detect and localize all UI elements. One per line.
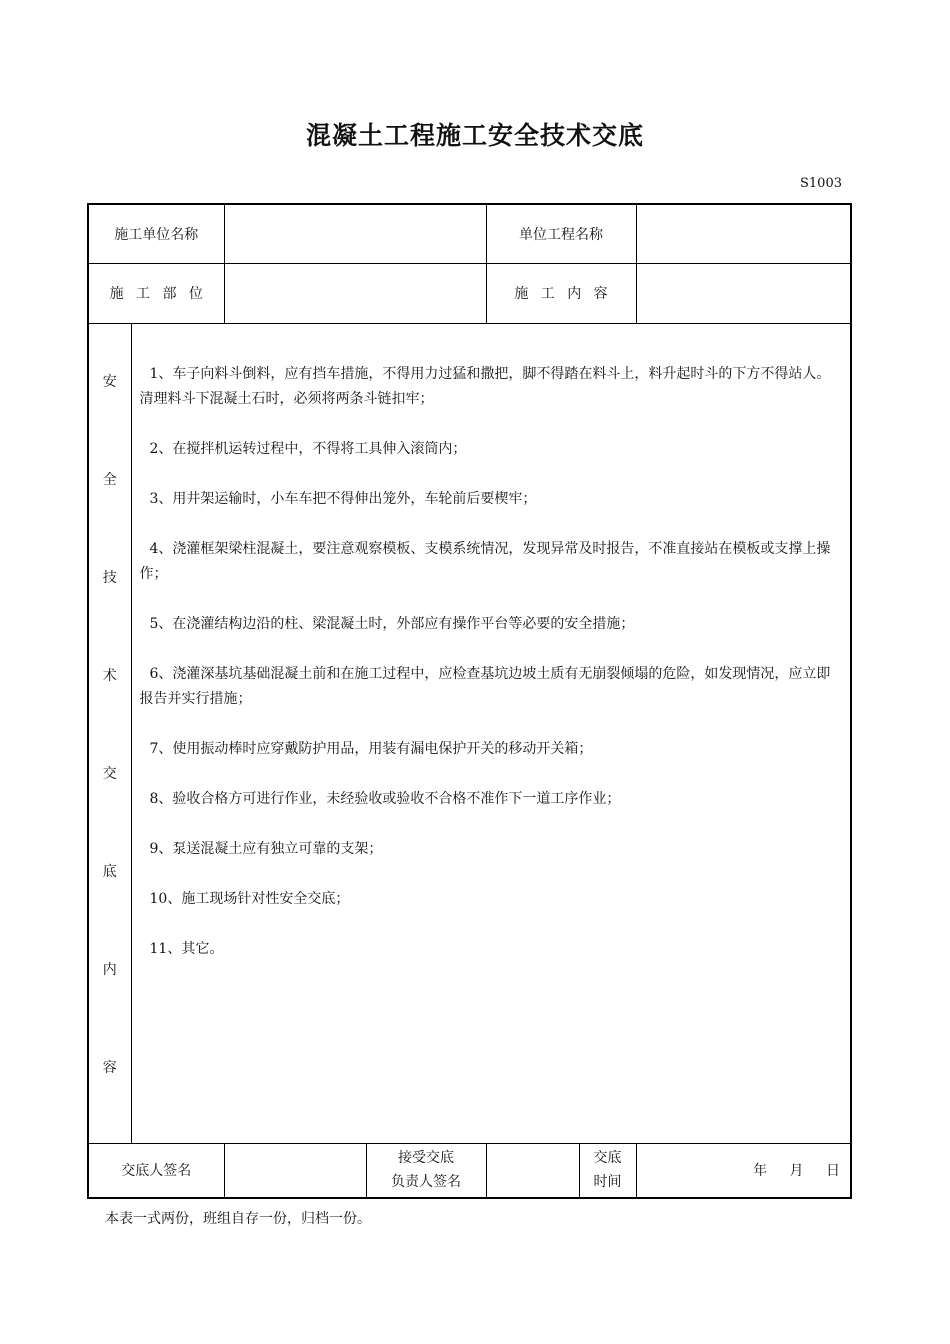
briefing-item: 9、泵送混凝土应有独立可靠的支架； (149, 840, 383, 857)
briefing-date-field[interactable]: 年 月 日 (636, 1143, 851, 1198)
unit-name-field[interactable] (224, 204, 486, 263)
briefing-item: 10、施工现场针对性安全交底； (149, 890, 350, 907)
briefing-item: 8、验收合格方可进行作业，未经验收或验收不合格不准作下一道工序作业； (149, 790, 621, 807)
side-label-char: 安 (102, 373, 117, 390)
briefing-item: 3、用井架运输时，小车车把不得伸出笼外，车轮前后要楔牢； (149, 490, 537, 507)
briefing-item: 4、浇灌框架梁柱混凝土，要注意观察模板、支模系统情况，发现异常及时报告，不准直接站在模板或支撑上操作； (139, 540, 831, 582)
receiver-label-line1: 接受交底 (398, 1150, 454, 1167)
briefing-item: 6、浇灌深基坑基础混凝土前和在施工过程中，应检查基坑边坡土质有无崩裂倾塌的危险，如发现情况，应立即报告并实行措施； (139, 665, 831, 707)
project-name-label: 单位工程名称 (486, 204, 636, 263)
briefing-item: 1、车子向料斗倒料，应有挡车措施，不得用力过猛和撒把，脚不得踏在料斗上，料升起时斗的下方不得站人。清理料斗下混凝土石时，必须将两条斗链扣牢； (139, 365, 831, 407)
side-label-char: 术 (102, 667, 117, 684)
construction-part-field[interactable] (224, 263, 486, 323)
construction-content-label: 施 工 内 容 (486, 263, 636, 323)
briefing-content (131, 323, 851, 1143)
receiver-signature-label (366, 1143, 486, 1198)
unit-name-label: 施工单位名称 (88, 204, 224, 263)
construction-content-field[interactable] (636, 263, 851, 323)
receiver-signature-field[interactable] (486, 1143, 579, 1198)
side-label-char: 底 (102, 863, 117, 880)
side-label-char: 技 (102, 569, 117, 586)
giver-signature-label: 交底人签名 (88, 1143, 224, 1198)
briefing-item: 2、在搅拌机运转过程中，不得将工具伸入滚筒内； (149, 440, 467, 457)
footer-note: 本表一式两份，班组自存一份，归档一份。 (105, 1211, 371, 1227)
side-label-char: 容 (102, 1059, 117, 1076)
briefing-item: 5、在浇灌结构边沿的柱、梁混凝土时，外部应有操作平台等必要的安全措施； (149, 615, 635, 632)
form-code: S1003 (800, 176, 842, 191)
project-name-field[interactable] (636, 204, 851, 263)
side-label-char: 交 (102, 765, 117, 782)
page-title: 混凝土工程施工安全技术交底 (305, 121, 644, 150)
side-label-char: 全 (102, 471, 117, 488)
briefing-item: 7、使用振动棒时应穿戴防护用品，用装有漏电保护开关的移动开关箱； (149, 740, 593, 757)
giver-signature-field[interactable] (224, 1143, 366, 1198)
safety-briefing-form (87, 203, 852, 1199)
briefing-item: 11、其它。 (149, 940, 224, 957)
receiver-label-line2: 负责人签名 (391, 1174, 461, 1191)
briefing-time-label (579, 1143, 636, 1198)
time-label-line1: 交底 (593, 1150, 622, 1167)
construction-part-label: 施 工 部 位 (88, 263, 224, 323)
time-label-line2: 时间 (593, 1174, 622, 1191)
side-label-char: 内 (102, 961, 117, 978)
side-label (88, 323, 131, 1143)
